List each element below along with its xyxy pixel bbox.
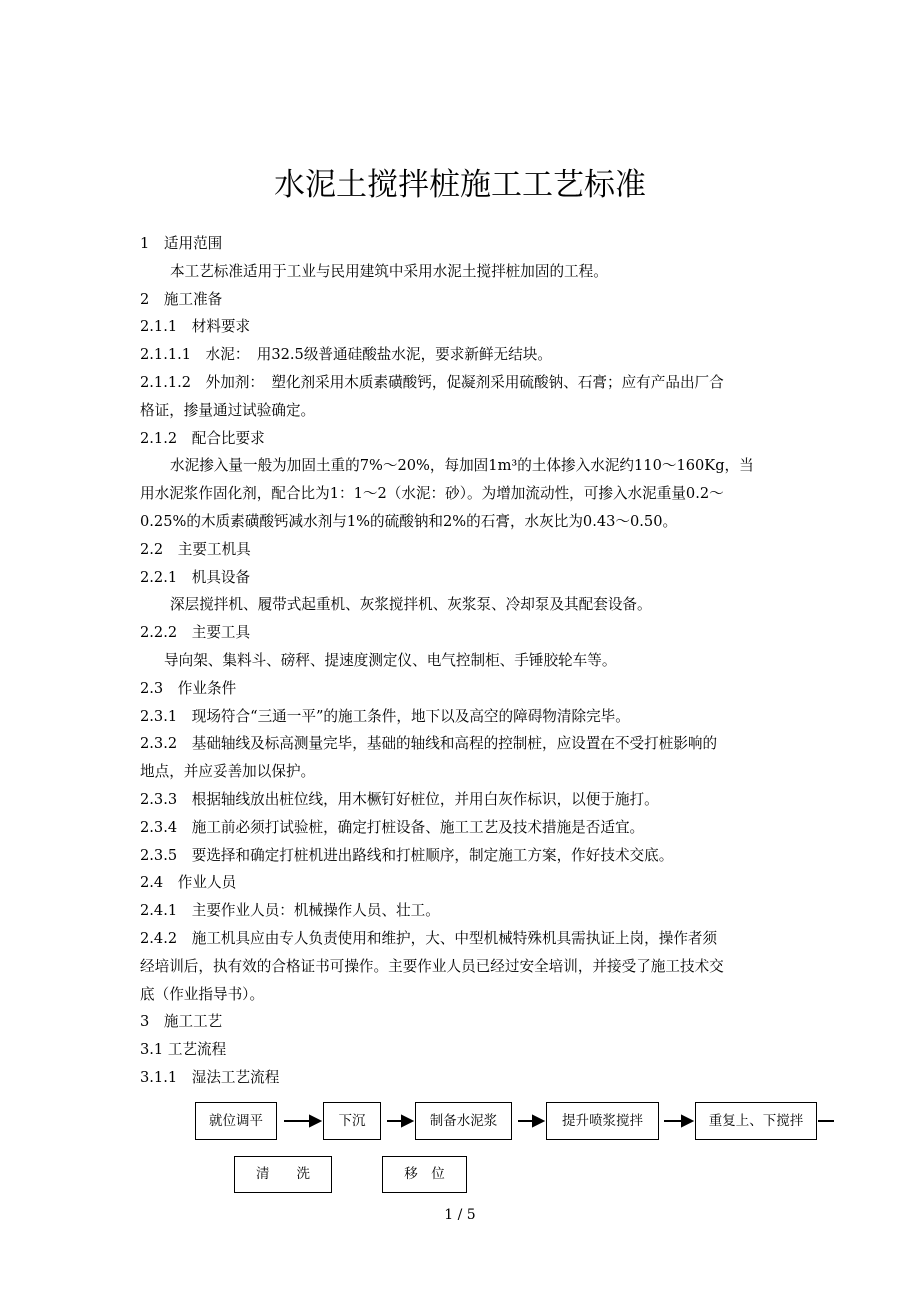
text-line: 2.1.1.2 外加剂： 塑化剂采用木质素磺酸钙，促凝剂采用硫酸钠、石膏；应有产品出厂合 — [140, 373, 724, 391]
text-line: 格证，掺量通过试验确定。 — [140, 401, 316, 419]
text-line: 水泥掺入量一般为加固土重的7%～20%，每加固1m³的土体掺入水泥约110～160Kg，当 — [170, 457, 754, 475]
text-line: 2.1.1.1 水泥： 用32.5级普通硅酸盐水泥，要求新鲜无结块。 — [140, 346, 552, 364]
text-line: 地点，并应妥善加以保护。 — [140, 763, 316, 781]
text-line: 用水泥浆作固化剂，配合比为1：1～2（水泥：砂）。为增加流动性，可掺入水泥重量0.2～ — [140, 485, 724, 503]
document-title: 水泥土搅拌桩施工工艺标准 — [274, 167, 646, 203]
flow-box-positioning: 就位调平 — [195, 1102, 277, 1140]
text-line: 2.4.1 主要作业人员：机械操作人员、壮工。 — [140, 902, 440, 920]
arrow-head-2 — [402, 1116, 412, 1126]
text-line: 2.3.1 现场符合“三通一平”的施工条件，地下以及高空的障碍物清除完毕。 — [140, 707, 630, 725]
text-line: 2 施工准备 — [140, 290, 223, 308]
text-line: 3.1.1 湿法工艺流程 — [140, 1068, 280, 1086]
text-line: 深层搅拌机、履带式起重机、灰浆搅拌机、灰浆泵、冷却泵及其配套设备。 — [170, 596, 652, 614]
text-line: 2.3 作业条件 — [140, 679, 237, 697]
flow-box-sink: 下沉 — [323, 1102, 381, 1140]
arrow-head-1 — [310, 1116, 320, 1126]
text-line: 2.3.4 施工前必须打试验桩，确定打桩设备、施工工艺及技术措施是否适宜。 — [140, 818, 645, 836]
page-number: 1 / 5 — [444, 1207, 476, 1223]
arrow-head-3 — [533, 1116, 543, 1126]
text-line: 经培训后，执有效的合格证书可操作。主要作业人员已经过安全培训，并接受了施工技术交 — [140, 957, 724, 975]
text-line: 0.25%的木质素磺酸钙减水剂与1%的硫酸钠和2%的石膏，水灰比为0.43～0.50。 — [140, 512, 678, 530]
text-line: 1 适用范围 — [140, 235, 223, 252]
flow-box-prepare-slurry: 制备水泥浆 — [415, 1102, 512, 1140]
text-line: 底（作业指导书）。 — [140, 985, 265, 1003]
text-line: 2.1.2 配合比要求 — [140, 429, 265, 447]
arrow-head-4 — [682, 1116, 692, 1126]
text-line: 2.3.5 要选择和确定打桩机进出路线和打桩顺序，制定施工方案，作好技术交底。 — [140, 846, 674, 864]
flow-box-lift-spray-mix: 提升喷浆搅拌 — [546, 1102, 659, 1140]
text-line: 3.1 工艺流程 — [140, 1041, 227, 1059]
text-line: 2.4 作业人员 — [140, 874, 237, 892]
text-line: 2.1.1 材料要求 — [140, 318, 251, 336]
text-line: 2.2.1 机具设备 — [140, 568, 251, 586]
text-line: 本工艺标准适用于工业与民用建筑中采用水泥土搅拌桩加固的工程。 — [170, 262, 608, 280]
text-line: 2.3.3 根据轴线放出桩位线，用木橛钉好桩位，并用白灰作标识，以便于施打。 — [140, 790, 659, 808]
text-line: 2.4.2 施工机具应由专人负责使用和维护，大、中型机械特殊机具需执证上岗，操作者须 — [140, 929, 718, 947]
flow-box-repeat-mixing: 重复上、下搅拌 — [695, 1102, 817, 1140]
text-line: 2.3.2 基础轴线及标高测量完毕，基础的轴线和高程的控制桩，应设置在不受打桩影响的 — [140, 735, 718, 753]
flow-box-move: 移 位 — [382, 1156, 467, 1193]
text-line: 2.2.2 主要工具 — [140, 624, 251, 642]
text-line: 2.2 主要工机具 — [140, 540, 251, 558]
flow-box-clean: 清 洗 — [234, 1156, 332, 1193]
text-line: 3 施工工艺 — [140, 1013, 223, 1031]
text-line: 导向架、集料斗、磅秤、提速度测定仪、电气控制柜、手锤胶轮车等。 — [164, 651, 617, 669]
